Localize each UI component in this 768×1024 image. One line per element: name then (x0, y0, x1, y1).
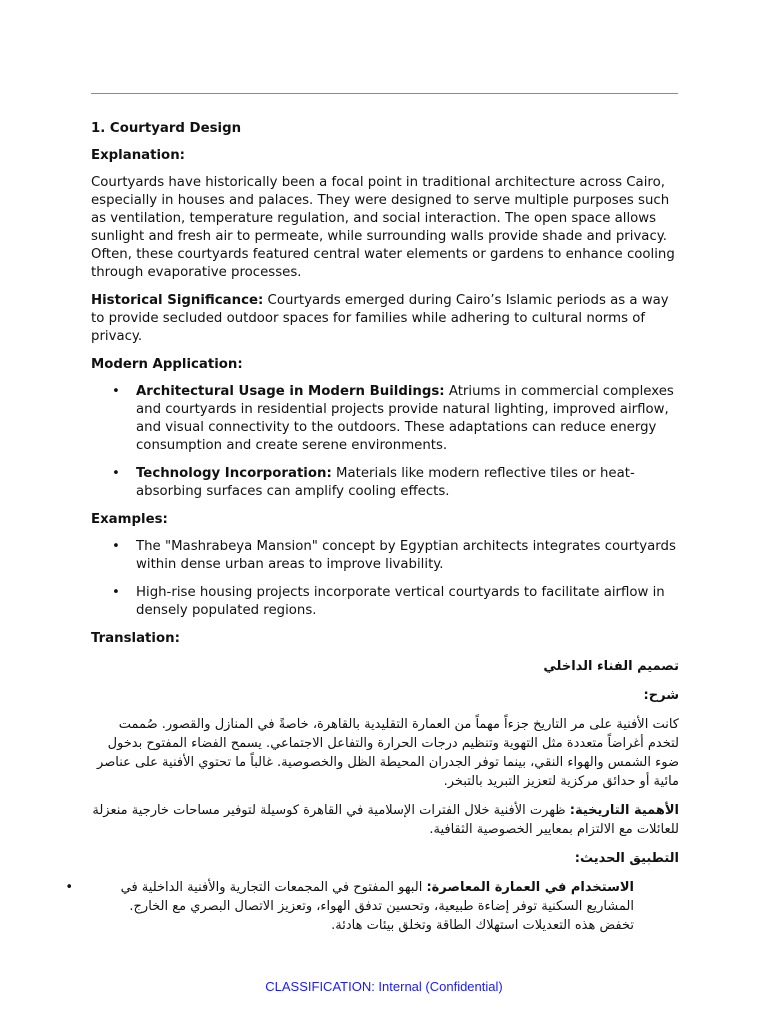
list-item: • High-rise housing projects incorporate vertical courtyards to facilitate airflow in densely populated regions. (91, 584, 679, 620)
list-item-label: الاستخدام في العمارة المعاصرة: (426, 880, 634, 895)
explanation-paragraph: Courtyards have historically been a focal point in traditional architecture across Cairo, especially in houses and palaces. They were designed to serve multiple purposes such as ventilation, temperature regulation, and social interaction. The open space allows sunlight and fresh air to permeate, while surrounding walls provide shade and privacy. Often, these courtyards featured central water elements or gardens to enhance cooling through evaporative processes. (91, 175, 675, 280)
modern-heading: Modern Application: (91, 357, 243, 372)
list-item-text: Atriums in commercial complexes and courtyards in residential projects provide natural lighting, improved airflow, and visual connectivity to the outdoors. These adaptations can reduce energy consumption and create serene environments. (136, 384, 674, 453)
top-divider (91, 93, 678, 94)
list-item-text: Materials like modern reflective tiles or heat-absorbing surfaces can amplify cooling effects. (136, 466, 635, 499)
document-body (91, 112, 679, 945)
arabic-translation (91, 657, 679, 935)
arabic-explanation-heading: شرح: (643, 688, 679, 703)
list-item (91, 878, 634, 935)
list-item-label: Architectural Usage in Modern Buildings: (136, 384, 445, 399)
arabic-explanation-paragraph: كانت الأفنية على مر التاريخ جزءاً مهماً من العمارة التقليدية بالقاهرة، خاصةً في المنازل والقصور. صُممت لتخدم أغراضاً متعددة مثل التهوية وتنظيم درجات الحرارة والتفاعل الاجتماعي. يسمح الفضاء المفتوح بدخول ضوء الشمس والهواء النقي، بينما توفر الجدران المحيطة الظل والخصوصية. غالباً ما تحتوي الأفنية على عناصر مائية أو حدائق مركزية لتعزيز التبريد بالتبخر. (97, 717, 679, 789)
arabic-historical-label: الأهمية التاريخية: (569, 803, 679, 818)
list-item-label: Technology Incorporation: (136, 466, 332, 481)
historical-label: Historical Significance: (91, 293, 264, 308)
arabic-modern-heading: التطبيق الحديث: (574, 851, 679, 866)
section-title: 1. Courtyard Design (91, 121, 242, 136)
classification-footer: CLASSIFICATION: Internal (Confidential) (265, 979, 503, 994)
examples-heading: Examples: (91, 512, 168, 527)
list-item (91, 383, 679, 455)
list-item: • The "Mashrabeya Mansion" concept by Egyptian architects integrates courtyards within dense urban areas to improve livability. (91, 538, 679, 574)
arabic-modern-list (91, 878, 679, 935)
historical-text: Courtyards emerged during Cairo’s Islamic periods as a way to provide secluded outdoor spaces for families while adhering to cultural norms of privacy. (91, 293, 669, 344)
arabic-historical-text: ظهرت الأفنية خلال الفترات الإسلامية في القاهرة كوسيلة لتوفير مساحات خارجية منعزلة للعائلات مع الالتزام بمعايير الخصوصية الثقافية. (92, 803, 679, 837)
arabic-title: تصميم الفناء الداخلي (543, 659, 679, 674)
explanation-heading: Explanation: (91, 148, 185, 163)
modern-list (91, 383, 679, 501)
list-item (91, 465, 679, 501)
translation-heading: Translation: (91, 631, 180, 646)
list-item-text: البهو المفتوح في المجمعات التجارية والأفنية الداخلية في المشاريع السكنية توفر إضاءة طبيعية، وتحسين تدفق الهواء، وتعزيز الاتصال البصري مع الخارج. تخفض هذه التعديلات استهلاك الطاقة وتخلق بيئات هادئة. (120, 880, 634, 933)
arabic-historical-paragraph (91, 801, 679, 839)
examples-list (91, 538, 679, 620)
historical-paragraph (91, 292, 679, 346)
